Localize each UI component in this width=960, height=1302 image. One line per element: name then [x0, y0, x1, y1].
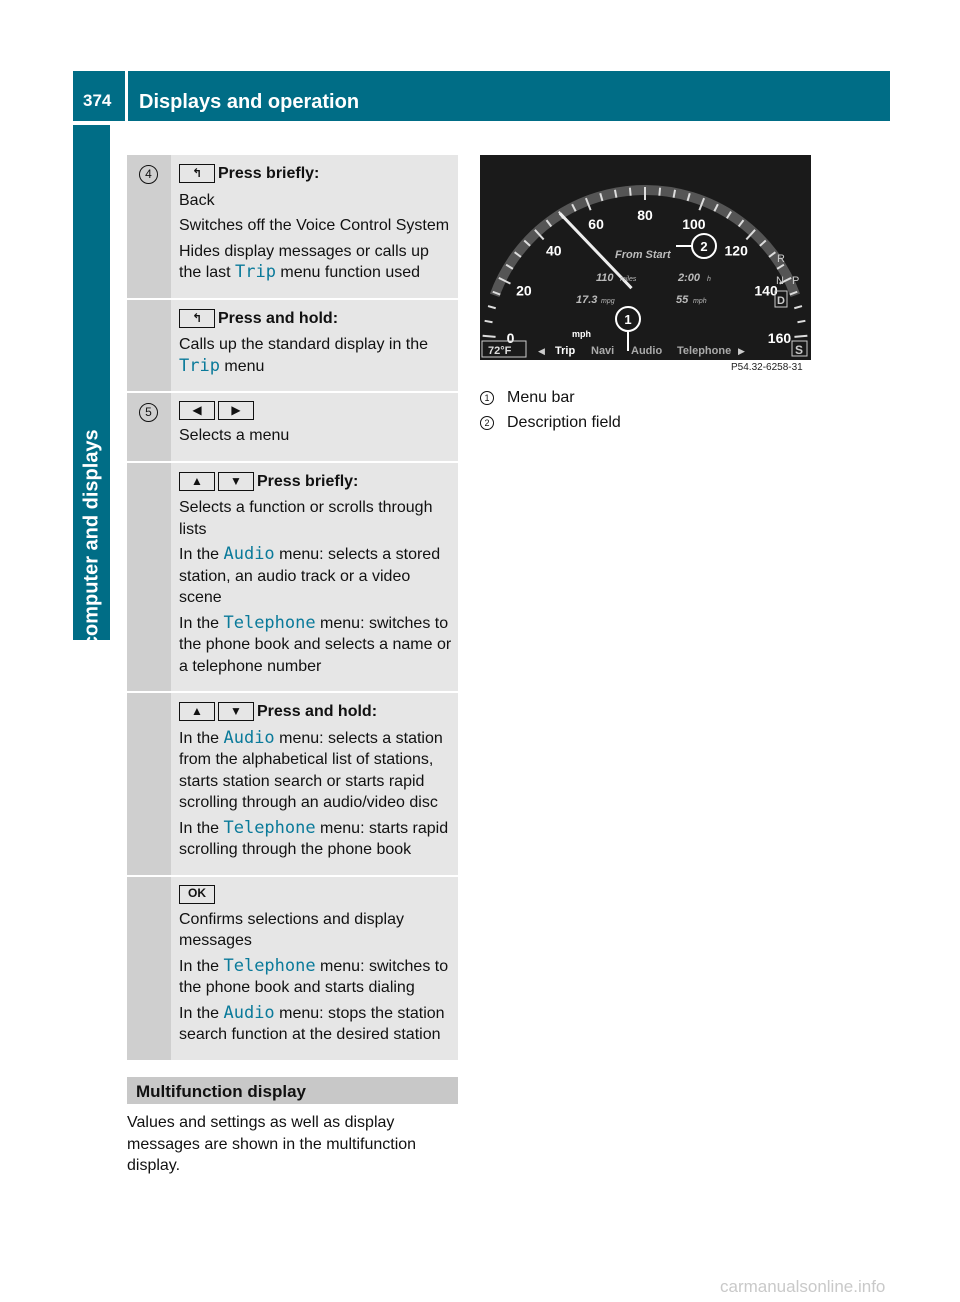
gear-p: P — [792, 275, 800, 287]
row-paragraph: In the Audio menu: selects a station from the alphabetical list of stations, starts station search or starts rapid scrolling through an audio/video disc — [179, 727, 443, 811]
header-divider — [125, 71, 128, 121]
chapter-title: On-board computer and displays — [80, 429, 103, 743]
key-number: 5 — [139, 403, 158, 422]
page-number: 374 — [83, 91, 112, 110]
row-paragraph: In the Telephone menu: switches to the phone book and starts dialing — [179, 955, 449, 996]
key-number: 4 — [139, 165, 158, 184]
row-key — [127, 877, 171, 1060]
row-key — [127, 693, 171, 875]
instrument-cluster-figure — [480, 155, 811, 360]
temperature: 72°F — [488, 345, 512, 357]
row-key — [127, 300, 171, 392]
row-heading: ↰ Press briefly: — [179, 163, 452, 185]
gauge-tick — [483, 336, 496, 337]
steering-button-icon: ▲ — [179, 702, 215, 721]
section-text: Values and settings as well as display messages are shown in the multifunction display. — [127, 1114, 417, 1174]
menu-left-arrow-icon: ◀ — [538, 347, 545, 357]
row-description — [171, 877, 458, 1060]
distance-unit: miles — [620, 276, 637, 283]
legend-item — [480, 385, 810, 410]
page-header — [73, 71, 890, 121]
menu-item: Navi — [591, 345, 615, 357]
gauge-tick — [797, 321, 805, 322]
row-heading: ↰ Press and hold: — [179, 308, 452, 330]
section-header — [127, 1077, 458, 1104]
legend-number: 1 — [480, 391, 494, 405]
row-paragraph: Back — [179, 191, 215, 209]
display-term: Telephone — [223, 817, 316, 838]
gear-d: D — [777, 295, 785, 307]
row-paragraph: Calls up the standard display in the Trip menu — [179, 336, 429, 376]
row-key — [127, 463, 171, 692]
speed-label: 100 — [682, 216, 706, 233]
legend-item — [480, 410, 810, 435]
display-term: Trip — [179, 355, 220, 376]
speed-label: 160 — [767, 330, 792, 347]
distance-value: 110 — [596, 272, 614, 284]
menu-item: Audio — [631, 345, 663, 357]
legend-label: Description field — [507, 413, 621, 431]
display-term: Audio — [223, 1002, 275, 1023]
speedometer-graphic — [480, 155, 811, 360]
speed-label: 40 — [546, 242, 562, 259]
gauge-ring — [495, 190, 796, 295]
steering-button-icon: ◀ — [179, 401, 215, 420]
gauge-tick — [485, 321, 493, 322]
table-row — [127, 463, 458, 694]
avg-speed-value: 55 — [676, 294, 689, 306]
gauge-tick — [794, 336, 807, 337]
time-unit: h — [707, 276, 711, 283]
speed-label: 140 — [754, 282, 778, 299]
gear-r: R — [777, 253, 785, 265]
watermark: carmanualsonline.info — [720, 1277, 886, 1296]
row-description — [171, 393, 458, 461]
s-symbol: S — [795, 343, 804, 357]
callout-1-number: 1 — [624, 312, 632, 327]
legend-label: Menu bar — [507, 388, 575, 406]
figure-code: P54.32-6258-31 — [731, 362, 803, 373]
row-paragraph: Switches off the Voice Control System — [179, 217, 450, 234]
consumption-unit: mpg — [601, 298, 615, 305]
speed-unit: mph — [572, 329, 591, 339]
row-heading: ▲ ▼ Press and hold: — [179, 701, 452, 723]
legend-number: 2 — [480, 416, 494, 430]
menu-right-arrow-icon: ▶ — [738, 347, 745, 357]
table-row — [127, 393, 458, 463]
row-paragraph: Selects a menu — [179, 427, 290, 444]
row-paragraph: In the Audio menu: stops the station search function at the desired station — [179, 1002, 445, 1043]
row-description — [171, 300, 458, 392]
row-paragraph: In the Audio menu: selects a stored station, an audio track or a video scene — [179, 544, 441, 606]
table-row — [127, 877, 458, 1062]
row-description — [171, 463, 458, 692]
speed-label: 0 — [506, 330, 515, 347]
row-description — [171, 155, 458, 298]
page-title: Displays and operation — [139, 91, 360, 113]
display-term: Audio — [223, 544, 275, 564]
row-paragraph: In the Telephone menu: starts rapid scrolling through the phone book — [179, 817, 449, 858]
avg-speed-unit: mph — [693, 298, 707, 305]
gear-n: N — [776, 275, 784, 287]
speed-label: 120 — [724, 242, 748, 259]
row-key — [127, 155, 171, 298]
steering-button-icon: ▶ — [218, 401, 254, 420]
consumption-value: 17.3 — [576, 294, 598, 306]
display-term: Telephone — [223, 955, 316, 976]
gauge-tick — [659, 188, 660, 196]
speed-label: 20 — [516, 282, 532, 299]
steering-button-icon: ▼ — [218, 472, 254, 491]
row-paragraph: In the Telephone menu: switches to the phone book and selects a name or a telephone number — [179, 612, 452, 675]
row-paragraph: Hides display messages or calls up the last Trip menu function used — [179, 242, 429, 282]
gauge-tick — [630, 188, 631, 196]
from-start-label: From Start — [615, 249, 671, 261]
callout-2-number: 2 — [700, 239, 708, 254]
controls-table — [127, 155, 458, 1062]
steering-button-icon: ▼ — [218, 702, 254, 721]
speed-label: 60 — [588, 216, 604, 233]
row-key — [127, 393, 171, 461]
steering-button-icon: ▲ — [179, 472, 215, 491]
table-row — [127, 300, 458, 394]
display-term: Telephone — [223, 612, 316, 633]
row-heading: ▲ ▼ Press briefly: — [179, 471, 452, 493]
figure-legend — [480, 385, 810, 435]
table-row — [127, 155, 458, 300]
menu-item: Telephone — [677, 345, 732, 357]
section-title: Multifunction display — [136, 1082, 306, 1101]
menu-item: Trip — [555, 345, 576, 357]
row-heading — [179, 885, 452, 904]
display-term: Trip — [235, 262, 276, 282]
row-heading — [179, 401, 452, 420]
steering-button-icon: ↰ — [179, 309, 215, 328]
speed-label: 80 — [637, 207, 653, 223]
row-paragraph: Selects a function or scrolls through lists — [179, 499, 433, 538]
gauge-tick — [794, 306, 802, 308]
steering-button-icon: OK — [179, 885, 215, 904]
time-value: 2:00 — [678, 272, 701, 284]
display-term: Audio — [223, 727, 275, 748]
row-paragraph: Confirms selections and display messages — [179, 910, 404, 949]
gauge-tick — [488, 306, 496, 308]
table-row — [127, 693, 458, 877]
row-description — [171, 693, 458, 875]
steering-button-icon: ↰ — [179, 164, 215, 183]
